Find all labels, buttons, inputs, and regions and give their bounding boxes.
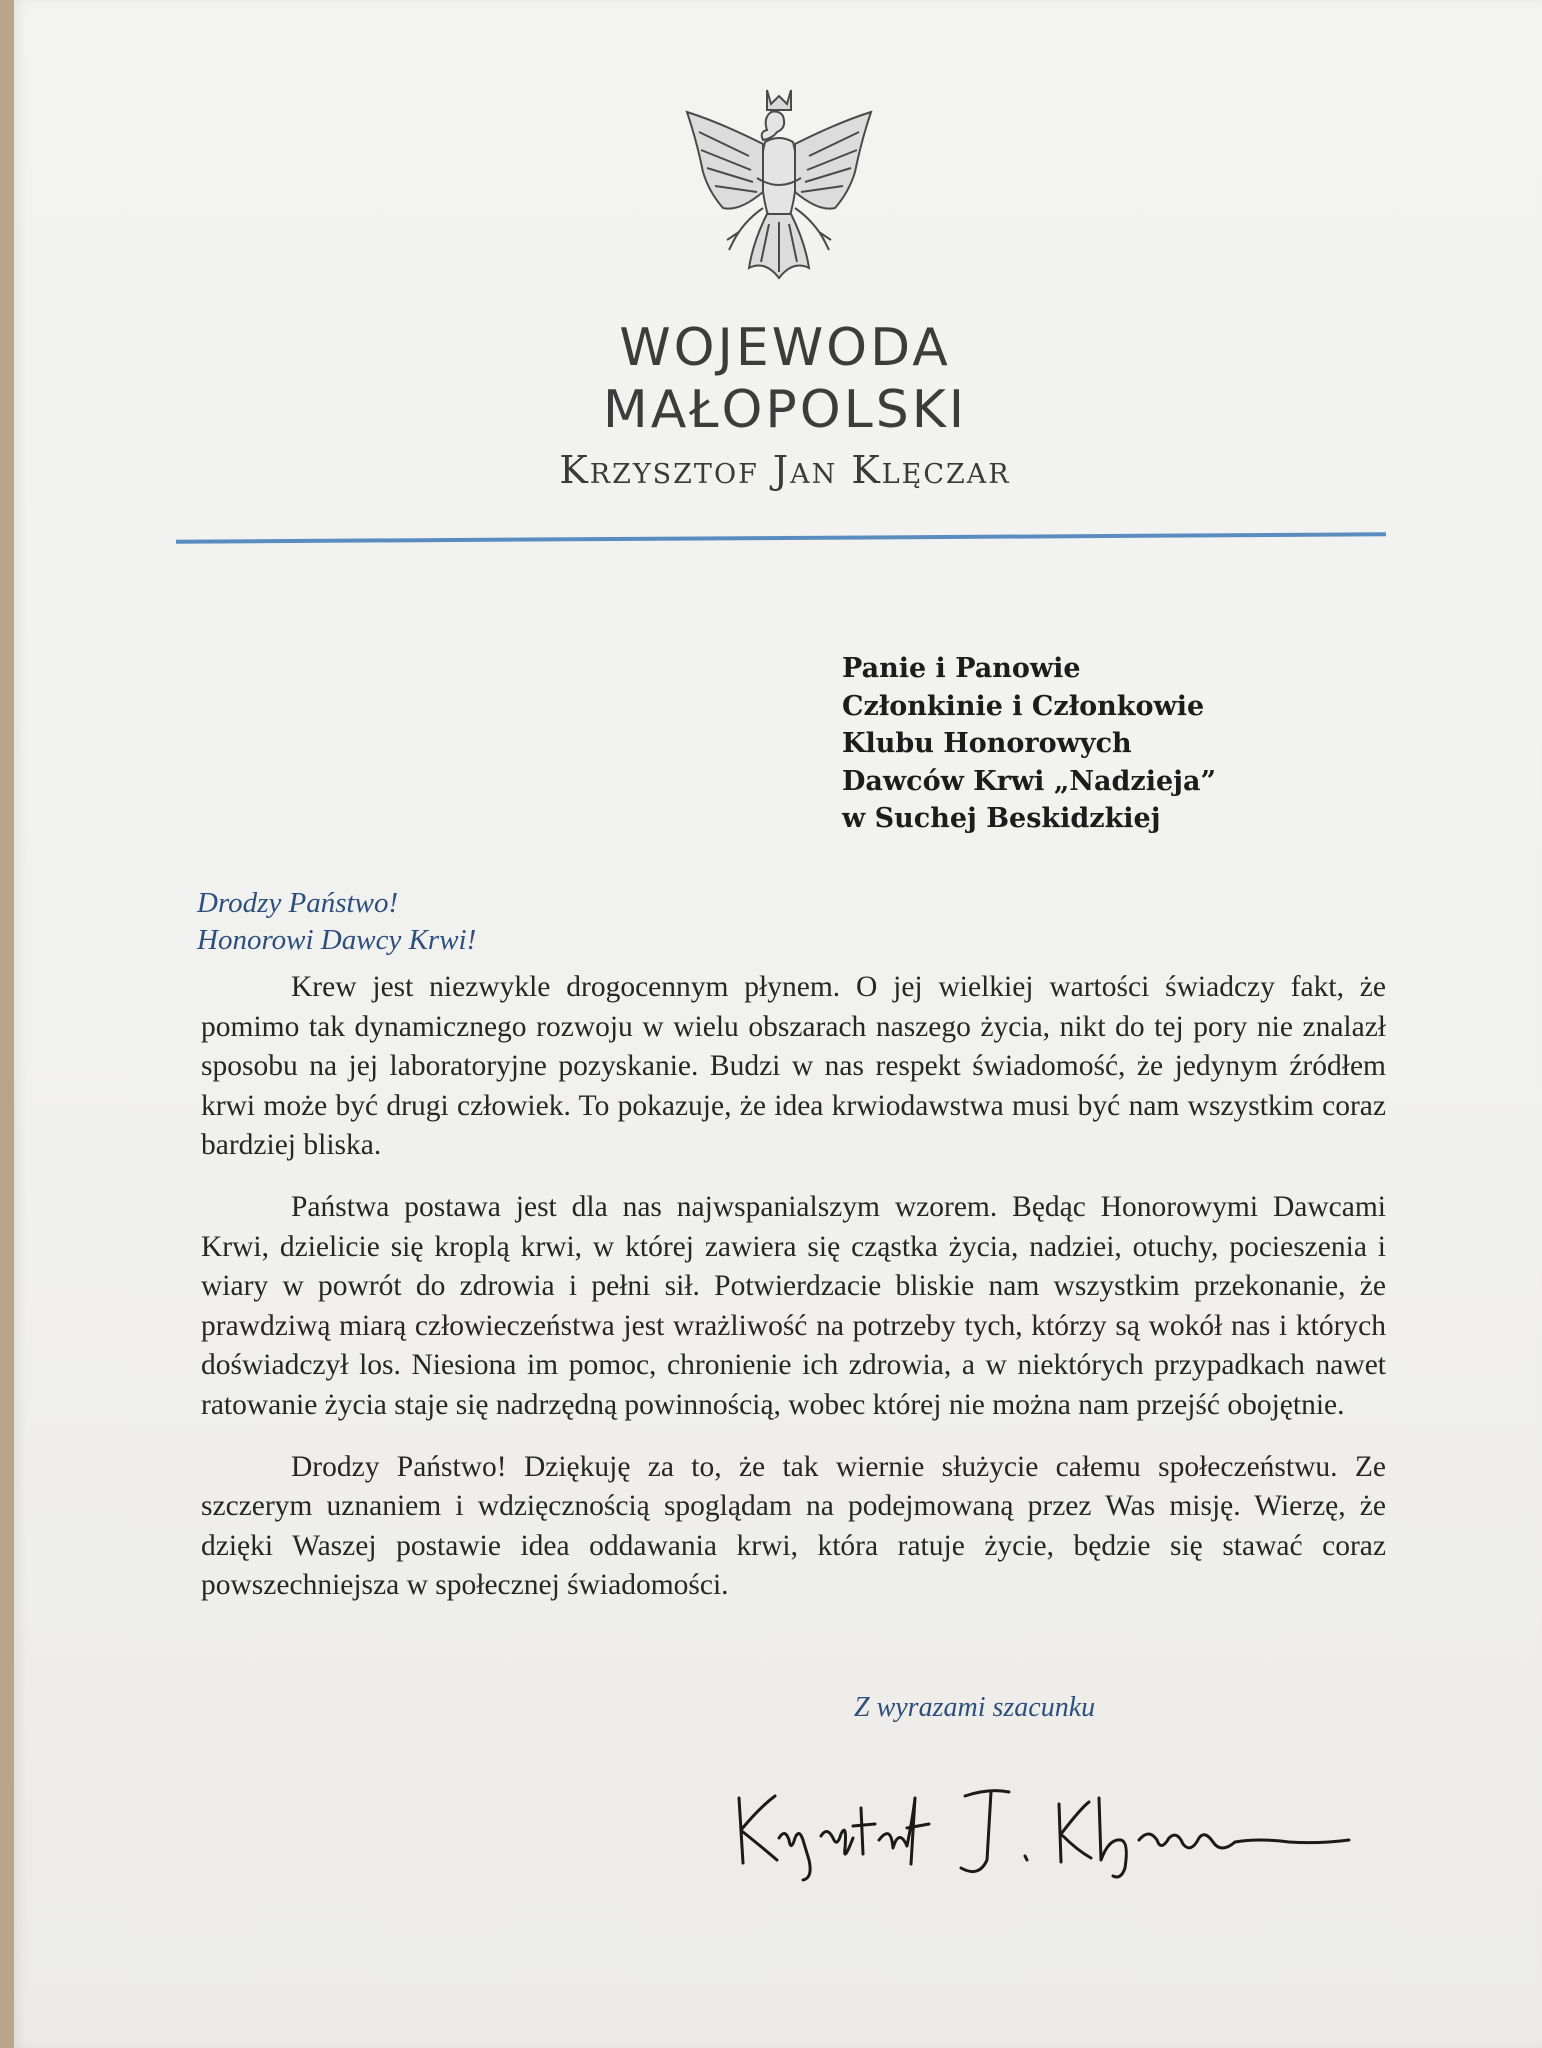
header-divider — [176, 532, 1386, 543]
header-title-line2: MAŁOPOLSKI — [602, 380, 968, 440]
header-name: Krzysztof Jan Klęczar — [559, 448, 1011, 492]
addressee-line: Członkinie i Członkowie — [842, 690, 1205, 722]
addressee-line: Panie i Panowie — [842, 653, 1081, 684]
letter-page — [14, 0, 1542, 2048]
addressee-line: w Suchej Beskidzkiej — [842, 803, 1161, 834]
letter-body — [201, 968, 1386, 1628]
addressee-block — [842, 650, 1442, 838]
greeting-block — [197, 885, 797, 959]
addressee-line: Dawców Krwi „Nadzieja” — [842, 765, 1216, 797]
greeting-line: Drodzy Państwo! — [197, 887, 399, 919]
body-paragraph: Krew jest niezwykle drogocennym płynem. O jej wielkiej wartości świadczy fakt, że pomimo tak dynamicznego rozwoju w wielu obszarach naszego życia, nikt do tej pory nie znalazł sposobu na jej laboratoryjne pozyskanie. Budzi w nas respekt świadomość, że jedynym źródłem krwi może być drugi człowiek. To pokazuje, że idea krwiodawstwa musi być nam wszystkim coraz bardziej bliska. — [201, 971, 1386, 1162]
handwritten-signature — [729, 1768, 1359, 1888]
greeting-line: Honorowi Dawcy Krwi! — [197, 924, 477, 956]
header-title-line1: WOJEWODA — [619, 318, 951, 378]
body-paragraph: Drodzy Państwo! Dziękuję za to, że tak wiernie służycie całemu społeczeństwu. Ze szczerym uznaniem i wdzięcznością spoglądam na podejmowaną przez Was misję. Wierzę, że dzięki Waszej postawie idea oddawania krwi, która ratuje życie, będzie się stawać coraz powszechniejsza w społecznej świadomości. — [201, 1450, 1386, 1602]
closing-salutation: Z wyrazami szacunku — [854, 1692, 1096, 1723]
addressee-line: Klubu Honorowych — [842, 728, 1132, 759]
polish-eagle-emblem-icon — [679, 82, 879, 292]
body-paragraph: Państwa postawa jest dla nas najwspanialszym wzorem. Będąc Honorowymi Dawcami Krwi, dzielicie się kroplą krwi, w której zawiera się cząstka życia, nadziei, otuchy, pocieszenia i wiary w powrót do zdrowia i pełni sił. Potwierdzacie bliskie nam wszystkim przekonanie, że prawdziwą miarą człowieczeństwa jest wrażliwość na potrzeby tych, którzy są wokół nas i których doświadczył los. Niesiona im pomoc, chronienie ich zdrowia, a w niektórych przypadkach nawet ratowanie życia staje się nadrzędną powinnością, wobec której nie można nam przejść obojętnie. — [201, 1190, 1386, 1421]
